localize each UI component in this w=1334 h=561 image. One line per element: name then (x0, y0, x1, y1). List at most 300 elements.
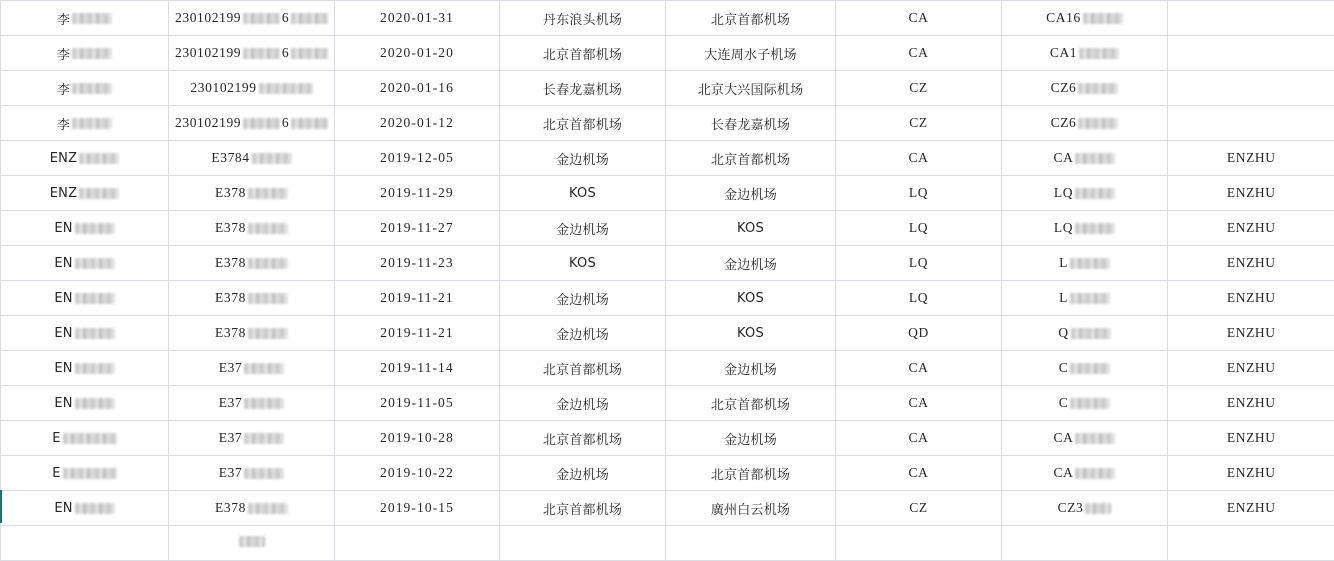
cell-departure-airport-inner (543, 499, 622, 518)
table-row[interactable] (1, 421, 1334, 456)
cell-id-number-text: E37 (219, 395, 243, 411)
cell-passenger-name[interactable] (1, 211, 169, 246)
cell-id-number[interactable] (169, 456, 335, 491)
cell-passenger-name-text: ENZ (50, 151, 77, 166)
cell-flight-number-text: CA1 (1050, 45, 1077, 61)
cell-id-number-text: E378 (215, 255, 246, 271)
cell-id-number[interactable] (169, 246, 335, 281)
cell-departure-airport[interactable] (500, 421, 666, 456)
cell-arrival-airport[interactable] (666, 456, 836, 491)
redacted-text (291, 48, 328, 59)
cell-account-tag[interactable] (1168, 316, 1334, 351)
cell-passenger-name[interactable] (1, 281, 169, 316)
redacted-text (1085, 503, 1111, 514)
cell-date-inner (380, 360, 454, 376)
cell-airline-code-inner (909, 150, 929, 166)
redacted-text (244, 398, 284, 409)
cell-id-number-inner (219, 395, 285, 411)
cell-date-inner (380, 430, 454, 446)
cell-arrival-airport-text: 金边机场 (724, 359, 777, 378)
cell-arrival-airport-text: KOS (737, 291, 764, 306)
redacted-text (75, 328, 115, 339)
cell-passenger-name-inner (52, 431, 116, 446)
cell-flight-number-text: Q (1058, 325, 1068, 341)
cell-departure-airport-text: 金边机场 (556, 219, 609, 238)
table-row[interactable] (1, 211, 1334, 246)
cell-airline-code[interactable] (836, 246, 1002, 281)
cell-date-text: 2020-01-20 (380, 45, 454, 61)
cell-account-tag-text: ENZHU (1227, 185, 1276, 201)
cell-passenger-name-inner (50, 151, 119, 166)
cell-flight-number[interactable] (1002, 526, 1168, 561)
cell-airline-code-text: CZ (909, 500, 927, 516)
cell-date[interactable] (335, 351, 500, 386)
cell-id-number-inner (215, 325, 288, 341)
cell-date[interactable] (335, 36, 500, 71)
cell-flight-number-inner (1054, 465, 1116, 481)
table-row[interactable] (1, 526, 1334, 561)
cell-passenger-name-inner (52, 466, 116, 481)
cell-date-text: 2019-11-21 (380, 325, 454, 341)
cell-airline-code[interactable] (836, 421, 1002, 456)
cell-passenger-name[interactable] (1, 386, 169, 421)
cell-flight-number-inner (1046, 10, 1123, 26)
cell-account-tag-text: ENZHU (1227, 220, 1276, 236)
cell-departure-airport-inner (543, 79, 622, 98)
redacted-text (1070, 293, 1110, 304)
cell-departure-airport[interactable] (500, 526, 666, 561)
cell-flight-number-inner (1051, 80, 1119, 96)
cell-passenger-name-text: 李 (57, 114, 70, 133)
cell-departure-airport[interactable] (500, 491, 666, 526)
table-row[interactable] (1, 141, 1334, 176)
cell-departure-airport[interactable] (500, 246, 666, 281)
table-row[interactable] (1, 36, 1334, 71)
redacted-text (1075, 188, 1115, 199)
cell-passenger-name-inner (57, 114, 112, 133)
cell-id-number-inner (190, 80, 312, 96)
table-row[interactable] (1, 491, 1334, 526)
cell-date-inner (380, 185, 454, 201)
cell-arrival-airport[interactable] (666, 106, 836, 141)
cell-departure-airport[interactable] (500, 316, 666, 351)
cell-account-tag[interactable] (1168, 421, 1334, 456)
cell-airline-code-text: CA (909, 360, 929, 376)
cell-arrival-airport[interactable] (666, 246, 836, 281)
cell-arrival-airport-inner (711, 394, 790, 413)
table-row[interactable] (1, 316, 1334, 351)
cell-airline-code-text: CA (909, 10, 929, 26)
cell-arrival-airport-text: 北京大兴国际机场 (698, 79, 804, 98)
cell-flight-number[interactable] (1002, 351, 1168, 386)
cell-arrival-airport-inner (737, 221, 764, 236)
cell-date[interactable] (335, 141, 500, 176)
cell-flight-number-text: L (1059, 255, 1068, 271)
cell-account-tag-text: ENZHU (1227, 150, 1276, 166)
cell-passenger-name[interactable] (1, 526, 169, 561)
cell-passenger-name[interactable] (1, 36, 169, 71)
cell-passenger-name-inner (57, 9, 112, 28)
cell-airline-code-inner (909, 185, 928, 201)
cell-date[interactable] (335, 71, 500, 106)
cell-airline-code[interactable] (836, 386, 1002, 421)
redacted-text (1075, 433, 1115, 444)
cell-id-number-inner (219, 360, 285, 376)
cell-flight-number-inner (1058, 325, 1110, 341)
cell-id-number-inner (211, 150, 291, 166)
cell-airline-code[interactable] (836, 281, 1002, 316)
cell-passenger-name-text: E (52, 431, 60, 446)
cell-airline-code-inner (909, 360, 929, 376)
cell-passenger-name-text: E (52, 466, 60, 481)
cell-airline-code-text: LQ (909, 290, 928, 306)
cell-airline-code-text: CZ (909, 80, 927, 96)
cell-arrival-airport-inner (724, 359, 777, 378)
cell-flight-number[interactable] (1002, 281, 1168, 316)
table-body (1, 1, 1334, 561)
redacted-text (79, 188, 119, 199)
redacted-text (244, 433, 284, 444)
cell-account-tag[interactable] (1168, 106, 1334, 141)
cell-airline-code-text: LQ (909, 255, 928, 271)
cell-passenger-name-text: 李 (57, 79, 70, 98)
redacted-text (75, 503, 115, 514)
cell-id-number[interactable] (169, 1, 335, 36)
cell-departure-airport[interactable] (500, 106, 666, 141)
redacted-text (75, 293, 115, 304)
cell-flight-number[interactable] (1002, 456, 1168, 491)
cell-arrival-airport-inner (724, 184, 777, 203)
cell-id-number-text: E378 (215, 290, 246, 306)
cell-departure-airport-text: 北京首都机场 (543, 44, 622, 63)
cell-flight-number-text: L (1059, 290, 1068, 306)
cell-passenger-name-inner (57, 44, 112, 63)
cell-id-number[interactable] (169, 36, 335, 71)
cell-departure-airport-text: 金边机场 (556, 149, 609, 168)
cell-date[interactable] (335, 386, 500, 421)
cell-id-number-inner (239, 536, 265, 547)
cell-account-tag[interactable] (1168, 526, 1334, 561)
cell-arrival-airport-inner (698, 79, 804, 98)
cell-account-tag[interactable] (1168, 351, 1334, 386)
cell-arrival-airport[interactable] (666, 36, 836, 71)
cell-departure-airport[interactable] (500, 141, 666, 176)
cell-id-number-text: 230102199 (175, 45, 241, 61)
cell-date-inner (380, 115, 454, 131)
redacted-text (79, 153, 119, 164)
cell-airline-code-text: CA (909, 45, 929, 61)
cell-airline-code[interactable] (836, 71, 1002, 106)
cell-account-tag-inner (1227, 255, 1276, 271)
cell-airline-code[interactable] (836, 176, 1002, 211)
cell-arrival-airport[interactable] (666, 316, 836, 351)
cell-flight-number-text: CA (1054, 150, 1074, 166)
cell-passenger-name[interactable] (1, 71, 169, 106)
cell-departure-airport-text: 北京首都机场 (543, 114, 622, 133)
cell-airline-code[interactable] (836, 456, 1002, 491)
cell-id-number[interactable] (169, 491, 335, 526)
cell-id-number[interactable] (169, 351, 335, 386)
cell-id-number[interactable] (169, 526, 335, 561)
table-row[interactable] (1, 386, 1334, 421)
cell-departure-airport-inner (543, 429, 622, 448)
cell-passenger-name[interactable] (1, 351, 169, 386)
cell-account-tag[interactable] (1168, 141, 1334, 176)
table-row[interactable] (1, 71, 1334, 106)
cell-arrival-airport-text: 北京首都机场 (711, 149, 790, 168)
redacted-text (244, 468, 284, 479)
cell-departure-airport-text: 金边机场 (556, 464, 609, 483)
cell-date-inner (380, 220, 454, 236)
cell-airline-code[interactable] (836, 1, 1002, 36)
redacted-text (72, 83, 112, 94)
cell-flight-number-inner (1054, 150, 1116, 166)
cell-id-number[interactable] (169, 281, 335, 316)
redacted-text (252, 153, 292, 164)
cell-flight-number[interactable] (1002, 71, 1168, 106)
cell-airline-code[interactable] (836, 316, 1002, 351)
cell-date-inner (380, 395, 454, 411)
cell-flight-number[interactable] (1002, 141, 1168, 176)
cell-id-number-text: E3784 (211, 150, 249, 166)
cell-flight-number[interactable] (1002, 176, 1168, 211)
cell-account-tag[interactable] (1168, 281, 1334, 316)
cell-passenger-name-inner (54, 361, 114, 376)
cell-date[interactable] (335, 176, 500, 211)
table-row[interactable] (1, 456, 1334, 491)
cell-account-tag[interactable] (1168, 36, 1334, 71)
cell-date[interactable] (335, 491, 500, 526)
cell-flight-number-inner (1054, 185, 1115, 201)
cell-flight-number-inner (1059, 395, 1111, 411)
table-row[interactable] (1, 246, 1334, 281)
cell-airline-code[interactable] (836, 106, 1002, 141)
cell-passenger-name-text: 李 (57, 9, 70, 28)
cell-id-number-text: 230102199 (175, 115, 241, 131)
cell-flight-number[interactable] (1002, 421, 1168, 456)
cell-departure-airport-text: 金边机场 (556, 289, 609, 308)
cell-id-number-inner (219, 430, 285, 446)
cell-departure-airport[interactable] (500, 386, 666, 421)
cell-account-tag-text: ENZHU (1227, 500, 1276, 516)
cell-id-number-text: 230102199 (175, 10, 241, 26)
cell-passenger-name[interactable] (1, 421, 169, 456)
cell-arrival-airport[interactable] (666, 176, 836, 211)
cell-date[interactable] (335, 421, 500, 456)
cell-account-tag[interactable] (1168, 456, 1334, 491)
cell-departure-airport-inner (556, 219, 609, 238)
cell-date-text: 2019-11-14 (380, 360, 454, 376)
cell-flight-number-text: CA16 (1046, 10, 1081, 26)
cell-airline-code[interactable] (836, 351, 1002, 386)
cell-id-number[interactable] (169, 176, 335, 211)
redacted-text (291, 13, 328, 24)
cell-date[interactable] (335, 211, 500, 246)
cell-departure-airport[interactable] (500, 456, 666, 491)
cell-departure-airport[interactable] (500, 1, 666, 36)
table-row[interactable] (1, 1, 1334, 36)
cell-account-tag[interactable] (1168, 386, 1334, 421)
cell-airline-code-text: CA (909, 465, 929, 481)
cell-flight-number[interactable] (1002, 36, 1168, 71)
cell-passenger-name-text: EN (54, 221, 72, 236)
redacted-text (243, 118, 280, 129)
redacted-text (248, 258, 288, 269)
cell-flight-number[interactable] (1002, 491, 1168, 526)
cell-arrival-airport-text: 大连周水子机场 (704, 44, 796, 63)
cell-departure-airport-inner (569, 256, 596, 271)
cell-id-number[interactable] (169, 316, 335, 351)
cell-passenger-name-text: ENZ (50, 186, 77, 201)
cell-airline-code[interactable] (836, 526, 1002, 561)
cell-flight-number-text: C (1059, 395, 1069, 411)
cell-passenger-name[interactable] (1, 456, 169, 491)
redacted-text (248, 328, 288, 339)
cell-airline-code[interactable] (836, 141, 1002, 176)
cell-id-number[interactable] (169, 386, 335, 421)
cell-date[interactable] (335, 316, 500, 351)
cell-flight-number[interactable] (1002, 316, 1168, 351)
cell-id-number-inner (175, 45, 328, 61)
cell-date-text: 2019-10-15 (380, 500, 454, 516)
redacted-text (248, 293, 288, 304)
cell-id-number[interactable] (169, 71, 335, 106)
cell-id-number[interactable] (169, 106, 335, 141)
cell-arrival-airport[interactable] (666, 491, 836, 526)
cell-passenger-name[interactable] (1, 491, 169, 526)
redacted-text (1075, 468, 1115, 479)
cell-date[interactable] (335, 526, 500, 561)
redacted-text (75, 398, 115, 409)
cell-account-tag[interactable] (1168, 1, 1334, 36)
cell-date-inner (380, 325, 454, 341)
cell-passenger-name[interactable] (1, 1, 169, 36)
cell-account-tag-inner (1227, 325, 1276, 341)
cell-date[interactable] (335, 1, 500, 36)
cell-id-number-text: 230102199 (190, 80, 256, 96)
cell-airline-code[interactable] (836, 211, 1002, 246)
cell-flight-number-inner (1054, 220, 1115, 236)
cell-arrival-airport-inner (711, 149, 790, 168)
cell-airline-code-text: CZ (909, 115, 927, 131)
cell-account-tag-inner (1227, 150, 1276, 166)
cell-arrival-airport-text: 北京首都机场 (711, 394, 790, 413)
redacted-text (244, 363, 284, 374)
cell-account-tag-text: ENZHU (1227, 290, 1276, 306)
cell-departure-airport[interactable] (500, 281, 666, 316)
cell-departure-airport-inner (543, 359, 622, 378)
cell-airline-code-inner (909, 115, 927, 131)
cell-departure-airport[interactable] (500, 71, 666, 106)
cell-id-number[interactable] (169, 211, 335, 246)
cell-departure-airport-text: KOS (569, 186, 596, 201)
cell-airline-code[interactable] (836, 36, 1002, 71)
cell-airline-code-text: CA (909, 430, 929, 446)
cell-flight-number[interactable] (1002, 211, 1168, 246)
table-row[interactable] (1, 176, 1334, 211)
cell-arrival-airport[interactable] (666, 71, 836, 106)
cell-departure-airport-text: 北京首都机场 (543, 359, 622, 378)
cell-departure-airport[interactable] (500, 351, 666, 386)
cell-passenger-name[interactable] (1, 316, 169, 351)
cell-id-number-text: E37 (219, 430, 243, 446)
cell-account-tag[interactable] (1168, 491, 1334, 526)
cell-flight-number-text: LQ (1054, 220, 1073, 236)
cell-flight-number[interactable] (1002, 1, 1168, 36)
cell-date-inner (380, 465, 454, 481)
table-row[interactable] (1, 351, 1334, 386)
cell-account-tag-text: ENZHU (1227, 465, 1276, 481)
cell-arrival-airport[interactable] (666, 211, 836, 246)
cell-id-number[interactable] (169, 421, 335, 456)
cell-id-number[interactable] (169, 141, 335, 176)
cell-arrival-airport[interactable] (666, 421, 836, 456)
redacted-text (72, 48, 112, 59)
cell-airline-code-text: CA (909, 395, 929, 411)
cell-account-tag[interactable] (1168, 176, 1334, 211)
redacted-text (1070, 398, 1110, 409)
cell-flight-number[interactable] (1002, 386, 1168, 421)
cell-passenger-name[interactable] (1, 106, 169, 141)
cell-departure-airport[interactable] (500, 176, 666, 211)
cell-arrival-airport[interactable] (666, 526, 836, 561)
cell-arrival-airport[interactable] (666, 351, 836, 386)
cell-arrival-airport-inner (737, 291, 764, 306)
cell-passenger-name[interactable] (1, 141, 169, 176)
table-row[interactable] (1, 106, 1334, 141)
cell-arrival-airport-inner (737, 326, 764, 341)
cell-passenger-name[interactable] (1, 176, 169, 211)
cell-account-tag[interactable] (1168, 246, 1334, 281)
cell-airline-code[interactable] (836, 491, 1002, 526)
cell-flight-number-inner (1059, 360, 1111, 376)
cell-departure-airport-text: 丹东浪头机场 (543, 9, 622, 28)
cell-account-tag-text: ENZHU (1227, 360, 1276, 376)
cell-arrival-airport-text: KOS (737, 221, 764, 236)
cell-account-tag[interactable] (1168, 71, 1334, 106)
redacted-text (248, 223, 288, 234)
cell-arrival-airport-inner (711, 499, 790, 518)
cell-departure-airport-inner (543, 44, 622, 63)
redacted-text (1070, 258, 1110, 269)
cell-date-text: 2020-01-12 (380, 115, 454, 131)
cell-date[interactable] (335, 281, 500, 316)
cell-airline-code-text: CA (909, 150, 929, 166)
cell-passenger-name-text: EN (54, 396, 72, 411)
cell-departure-airport[interactable] (500, 211, 666, 246)
cell-passenger-name-inner (50, 186, 119, 201)
cell-departure-airport[interactable] (500, 36, 666, 71)
cell-date[interactable] (335, 246, 500, 281)
cell-account-tag[interactable] (1168, 211, 1334, 246)
cell-airline-code-inner (909, 465, 929, 481)
cell-date[interactable] (335, 106, 500, 141)
cell-date[interactable] (335, 456, 500, 491)
cell-date-inner (380, 150, 454, 166)
table-row[interactable] (1, 281, 1334, 316)
cell-id-number-inner (215, 220, 288, 236)
cell-airline-code-text: QD (908, 325, 929, 341)
cell-arrival-airport[interactable] (666, 386, 836, 421)
cell-arrival-airport[interactable] (666, 141, 836, 176)
cell-passenger-name[interactable] (1, 246, 169, 281)
cell-flight-number[interactable] (1002, 246, 1168, 281)
cell-flight-number[interactable] (1002, 106, 1168, 141)
redacted-text (248, 188, 288, 199)
cell-arrival-airport[interactable] (666, 1, 836, 36)
cell-arrival-airport[interactable] (666, 281, 836, 316)
cell-flight-number-text: CA (1054, 430, 1074, 446)
